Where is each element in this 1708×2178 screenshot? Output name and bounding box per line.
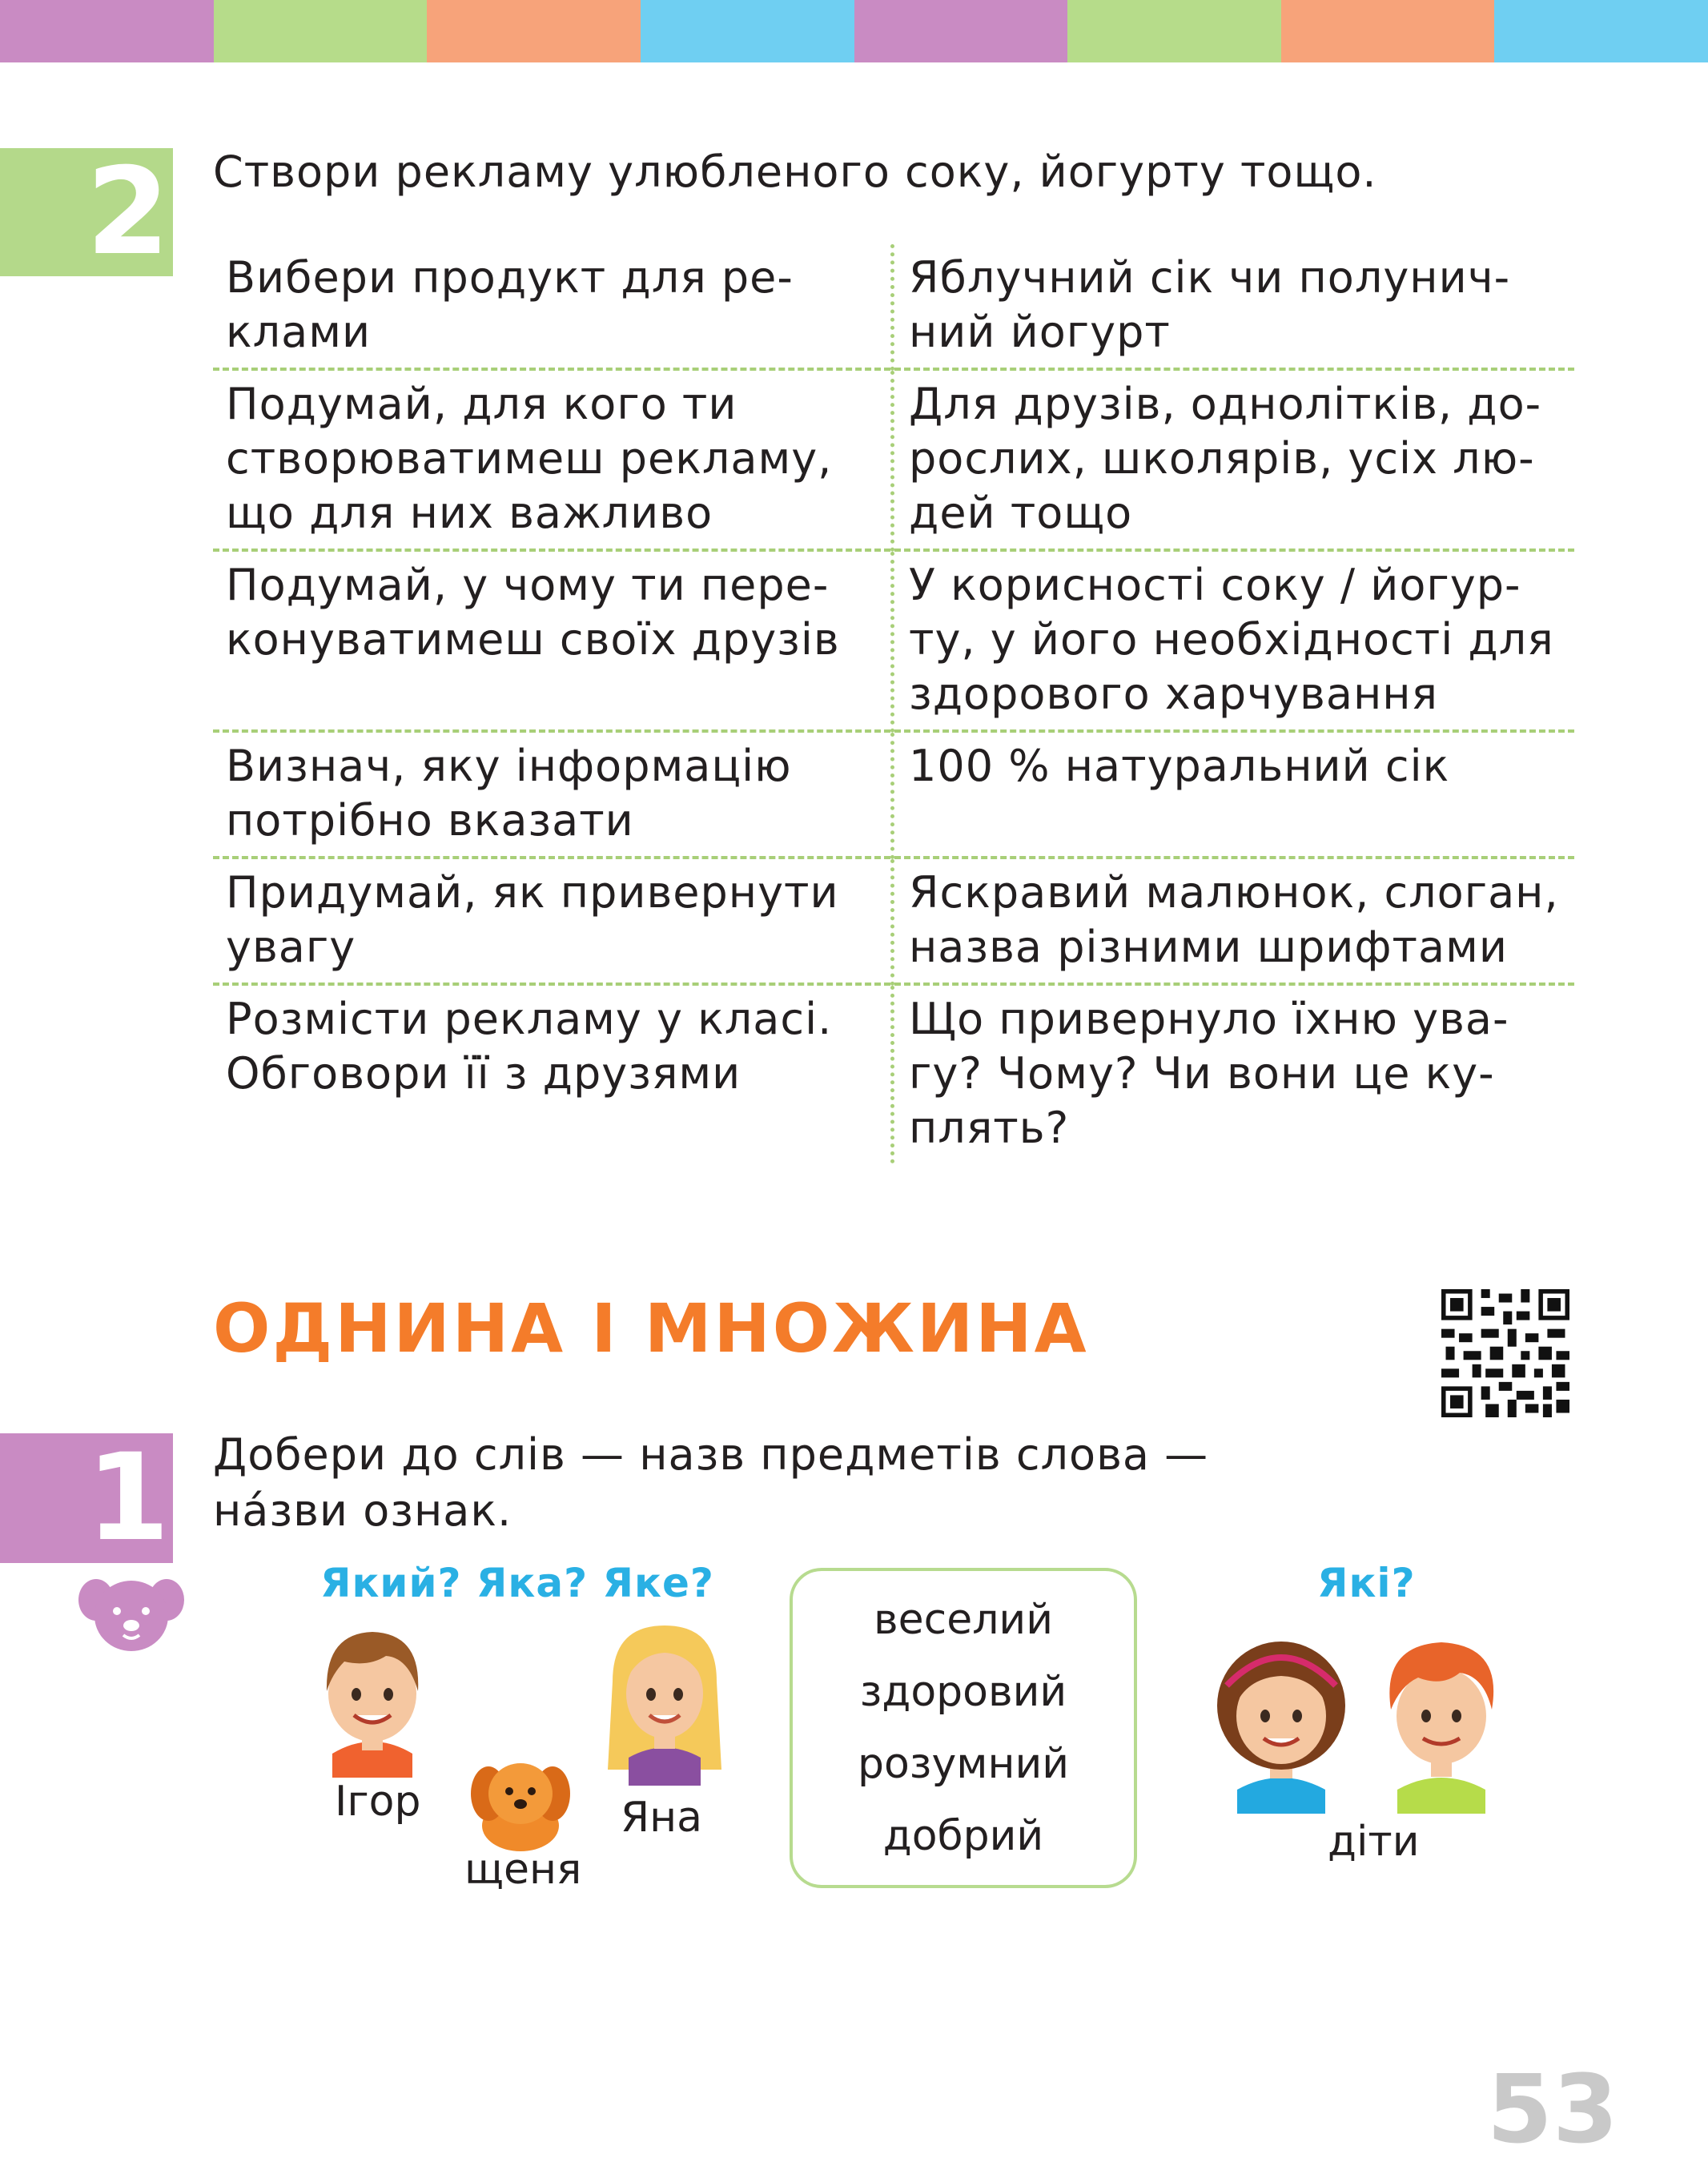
cell-line: потрібно вказати — [226, 795, 634, 846]
cell-line: Для друзів, однолітків, до- — [909, 379, 1542, 429]
color-stripe — [641, 0, 854, 62]
step-instruction-cell — [213, 984, 893, 1163]
cell-line: Що привернуло їхню ува- — [909, 994, 1509, 1044]
puppy-illustration — [464, 1750, 577, 1854]
girl-child-illustration — [1209, 1629, 1353, 1814]
boy-igor-illustration — [312, 1617, 432, 1778]
cell-line: конуватимеш своїх друзів — [226, 614, 840, 665]
task-number-badge — [0, 1429, 173, 1568]
cell-line: гу? Чому? Чи вони це ку- — [909, 1048, 1495, 1099]
cell-line: У корисності соку / йогур- — [909, 560, 1521, 610]
color-stripe — [854, 0, 1068, 62]
step-example-cell — [893, 984, 1575, 1163]
cell-line: назва різними шрифтами — [909, 922, 1508, 972]
color-stripe — [1281, 0, 1495, 62]
cell-line: Яскравий малюнок, слоган, — [909, 867, 1559, 918]
step-instruction-cell — [213, 369, 893, 550]
section-title: ОДНИНА І МНОЖИНА — [213, 1289, 1089, 1368]
step-example-cell — [893, 550, 1575, 731]
question-singular: Який? Яка? Яке? — [320, 1560, 714, 1606]
label-puppy: щеня — [464, 1846, 582, 1894]
color-stripe — [0, 0, 214, 62]
adjective-word: розумний — [857, 1740, 1070, 1788]
label-yana: Яна — [621, 1794, 702, 1842]
cell-line: що для них важливо — [226, 488, 713, 538]
color-stripe — [427, 0, 641, 62]
cell-line: Обговори її з друзями — [226, 1048, 741, 1099]
cell-line: дей тощо — [909, 488, 1133, 538]
step-instruction-cell — [213, 858, 893, 984]
table-row — [213, 244, 1574, 369]
cell-line: увагу — [226, 922, 356, 972]
cell-line: Вибери продукт для ре- — [226, 252, 794, 303]
cell-line: рослих, школярів, усіх лю- — [909, 433, 1535, 484]
cell-line: ний йогурт — [909, 307, 1171, 357]
table-row — [213, 984, 1574, 1163]
table-row — [213, 550, 1574, 731]
step-instruction-cell — [213, 244, 893, 369]
color-stripe — [214, 0, 428, 62]
label-igor: Ігор — [335, 1778, 421, 1826]
adjectives-box — [790, 1568, 1137, 1888]
adjective-word: здоровий — [859, 1668, 1067, 1716]
step-example-cell — [893, 369, 1575, 550]
page-number: 53 — [1486, 2054, 1618, 2164]
task-number-badge — [0, 143, 173, 282]
task-number: 2 — [86, 143, 170, 282]
task-number: 1 — [86, 1429, 170, 1568]
girl-yana-illustration — [597, 1617, 733, 1786]
step-instruction-cell — [213, 550, 893, 731]
cell-line: плять? — [909, 1103, 1070, 1153]
cell-line: створюватимеш рекламу, — [226, 433, 833, 484]
table-row — [213, 858, 1574, 984]
adjective-word: добрий — [882, 1812, 1044, 1860]
color-stripe — [1494, 0, 1708, 62]
task-instruction-line: на́зви ознак. — [213, 1485, 512, 1536]
cell-line: Придумай, як привернути — [226, 867, 839, 918]
label-children: діти — [1328, 1818, 1420, 1866]
advertising-steps-table — [213, 244, 1574, 1163]
task-instruction — [213, 1427, 1208, 1539]
task-instruction-line: Добери до слів — назв предметів слова — — [213, 1429, 1209, 1480]
cell-line: Подумай, для кого ти — [226, 379, 737, 429]
boy-child-illustration — [1373, 1629, 1509, 1814]
cell-line: Яблучний сік чи полунич- — [909, 252, 1511, 303]
cell-line: ту, у його необхідності для — [909, 614, 1554, 665]
cell-line: клами — [226, 307, 372, 357]
top-color-stripes — [0, 0, 1708, 62]
cell-line: Подумай, у чому ти пере- — [226, 560, 830, 610]
step-instruction-cell — [213, 731, 893, 858]
question-plural: Які? — [1317, 1560, 1416, 1606]
cell-line: Розмісти рекламу у класі. — [226, 994, 833, 1044]
step-example-cell — [893, 244, 1575, 369]
table-row — [213, 369, 1574, 550]
color-stripe — [1067, 0, 1281, 62]
step-example-cell — [893, 858, 1575, 984]
task-instruction: Створи рекламу улюбленого соку, йогурту тощо. — [213, 147, 1377, 197]
step-example-cell — [893, 731, 1575, 858]
cell-line: 100 % натуральний сік — [909, 741, 1450, 791]
cell-line: здорового харчування — [909, 669, 1439, 719]
table-row — [213, 731, 1574, 858]
dog-face-icon — [78, 1569, 184, 1653]
qr-code-icon[interactable] — [1441, 1289, 1569, 1417]
cell-line: Визнач, яку інформацію — [226, 741, 792, 791]
adjective-word: веселий — [873, 1596, 1054, 1644]
